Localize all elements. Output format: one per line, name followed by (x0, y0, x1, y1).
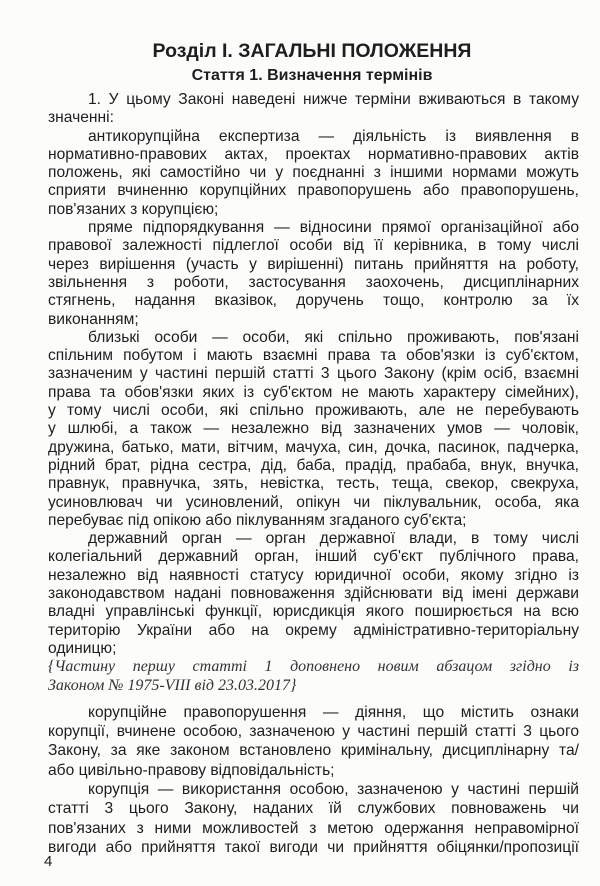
text-line: колегіальний державний орган, інший суб'єкт публічного права, (48, 548, 579, 566)
article-body (48, 91, 579, 857)
text-line: корупція — використання особою, зазначеною у частині першій (88, 780, 579, 798)
text-line: у шлюбі, а також — незалежно від зазначених умов — чоловік, (48, 420, 579, 438)
text-line: владні управлінські функції, юрисдикція якого поширюється на всю (48, 603, 579, 621)
text-line: корупційне правопорушення — діяння, що містить ознаки (88, 703, 579, 721)
text-line: пов'язаних з корупцією; (48, 200, 219, 218)
text-line: незалежно від наявності статусу юридичної особи, якому згідно із (48, 566, 579, 584)
text-line: правової залежності підлеглої особи від її керівника, в тому числі (48, 237, 579, 255)
text-line: корупції, вчинене особою, зазначеною у частині першій статті 3 цього (48, 723, 579, 741)
amendment-note-line: Законом № 1975-VIII від 23.03.2017} (48, 676, 297, 694)
text-line: статті 3 цього Закону, наданих їй службових повноважень чи (48, 800, 579, 818)
text-line: правнук, правнучка, зять, невістка, тесть, теща, свекор, свекруха, (48, 475, 579, 493)
text-line: зазначеним у частині першій статті 3 цього Закону (крім осіб, взаємні (48, 365, 579, 383)
text-line: або цивільно-правову відповідальність; (48, 761, 335, 779)
text-line: звільнення з роботи, застосування заохочень, дисциплінарних (48, 273, 579, 291)
text-line: територію України або на окрему адміністративно-територіальну (48, 621, 579, 639)
text-line: усиновлювач чи усиновлений, опікун чи піклувальник, особа, яка (48, 493, 579, 511)
text-line: законодавством надані повноваження здійснювати від імені держави (48, 585, 579, 603)
amendment-note-line: {Частину першу статті 1 доповнено новим абзацом згідно із (48, 658, 579, 676)
text-line: нормативно-правових актах, проектах нормативно-правових актів (48, 145, 579, 163)
text-line: 1. У цьому Законі наведені нижче терміни вживаються в такому (88, 91, 579, 108)
text-line: значенні: (48, 109, 114, 127)
text-line: пов'язаних з ними можливостей з метою одержання неправомірної (48, 819, 579, 837)
text-line: антикорупційна експертиза — діяльність із виявлення в (88, 127, 579, 145)
text-line: одиницю; (48, 639, 117, 657)
page-number: 4 (44, 853, 53, 870)
text-line: через вирішення (участь у вирішенні) питань прийняття на роботу, (48, 255, 579, 273)
article-title: Стаття 1. Визначення термінів (191, 67, 433, 84)
text-line: положень, які самостійно чи у поєднанні з іншими нормами можуть (48, 164, 579, 182)
text-line: вигоди або прийняття такої вигоди чи прийняття обіцянки/пропозиції (48, 838, 579, 856)
article-body-continued (48, 703, 579, 857)
text-line: перебуває під опікою або піклуванням згаданого суб'єкта; (48, 511, 467, 529)
text-line: державний орган — орган державної влади, в тому числі (88, 530, 579, 548)
text-line: у тому числі особи, які спільно проживають, але не перебувають (48, 402, 579, 420)
text-line: виконанням; (48, 310, 139, 328)
text-line: спільним побутом і мають взаємні права та обов'язки із суб'єктом, (48, 347, 579, 365)
section-title: Розділ І. ЗАГАЛЬНІ ПОЛОЖЕННЯ (152, 40, 472, 62)
text-line: рідний брат, рідна сестра, дід, баба, прадід, прабаба, внук, внучка, (48, 456, 579, 474)
text-line: дружина, батько, мати, вітчим, мачуха, син, дочка, пасинок, падчерка, (48, 438, 579, 456)
text-line: сприяти вчиненню корупційних правопорушень або правопорушень, (48, 182, 579, 200)
text-line: близькі особи — особи, які спільно проживають, пов'язані (88, 328, 579, 346)
text-line: стягнень, надання вказівок, доручень тощо, контролю за їх (48, 292, 579, 310)
text-line: пряме підпорядкування — відносини прямої організаційної або (88, 219, 579, 237)
text-line: права та обов'язки яких із суб'єктом не мають характеру сімейних), (48, 383, 579, 401)
text-line: Закону, за яке законом встановлено кримінальну, дисциплінарну та/ (48, 742, 579, 760)
